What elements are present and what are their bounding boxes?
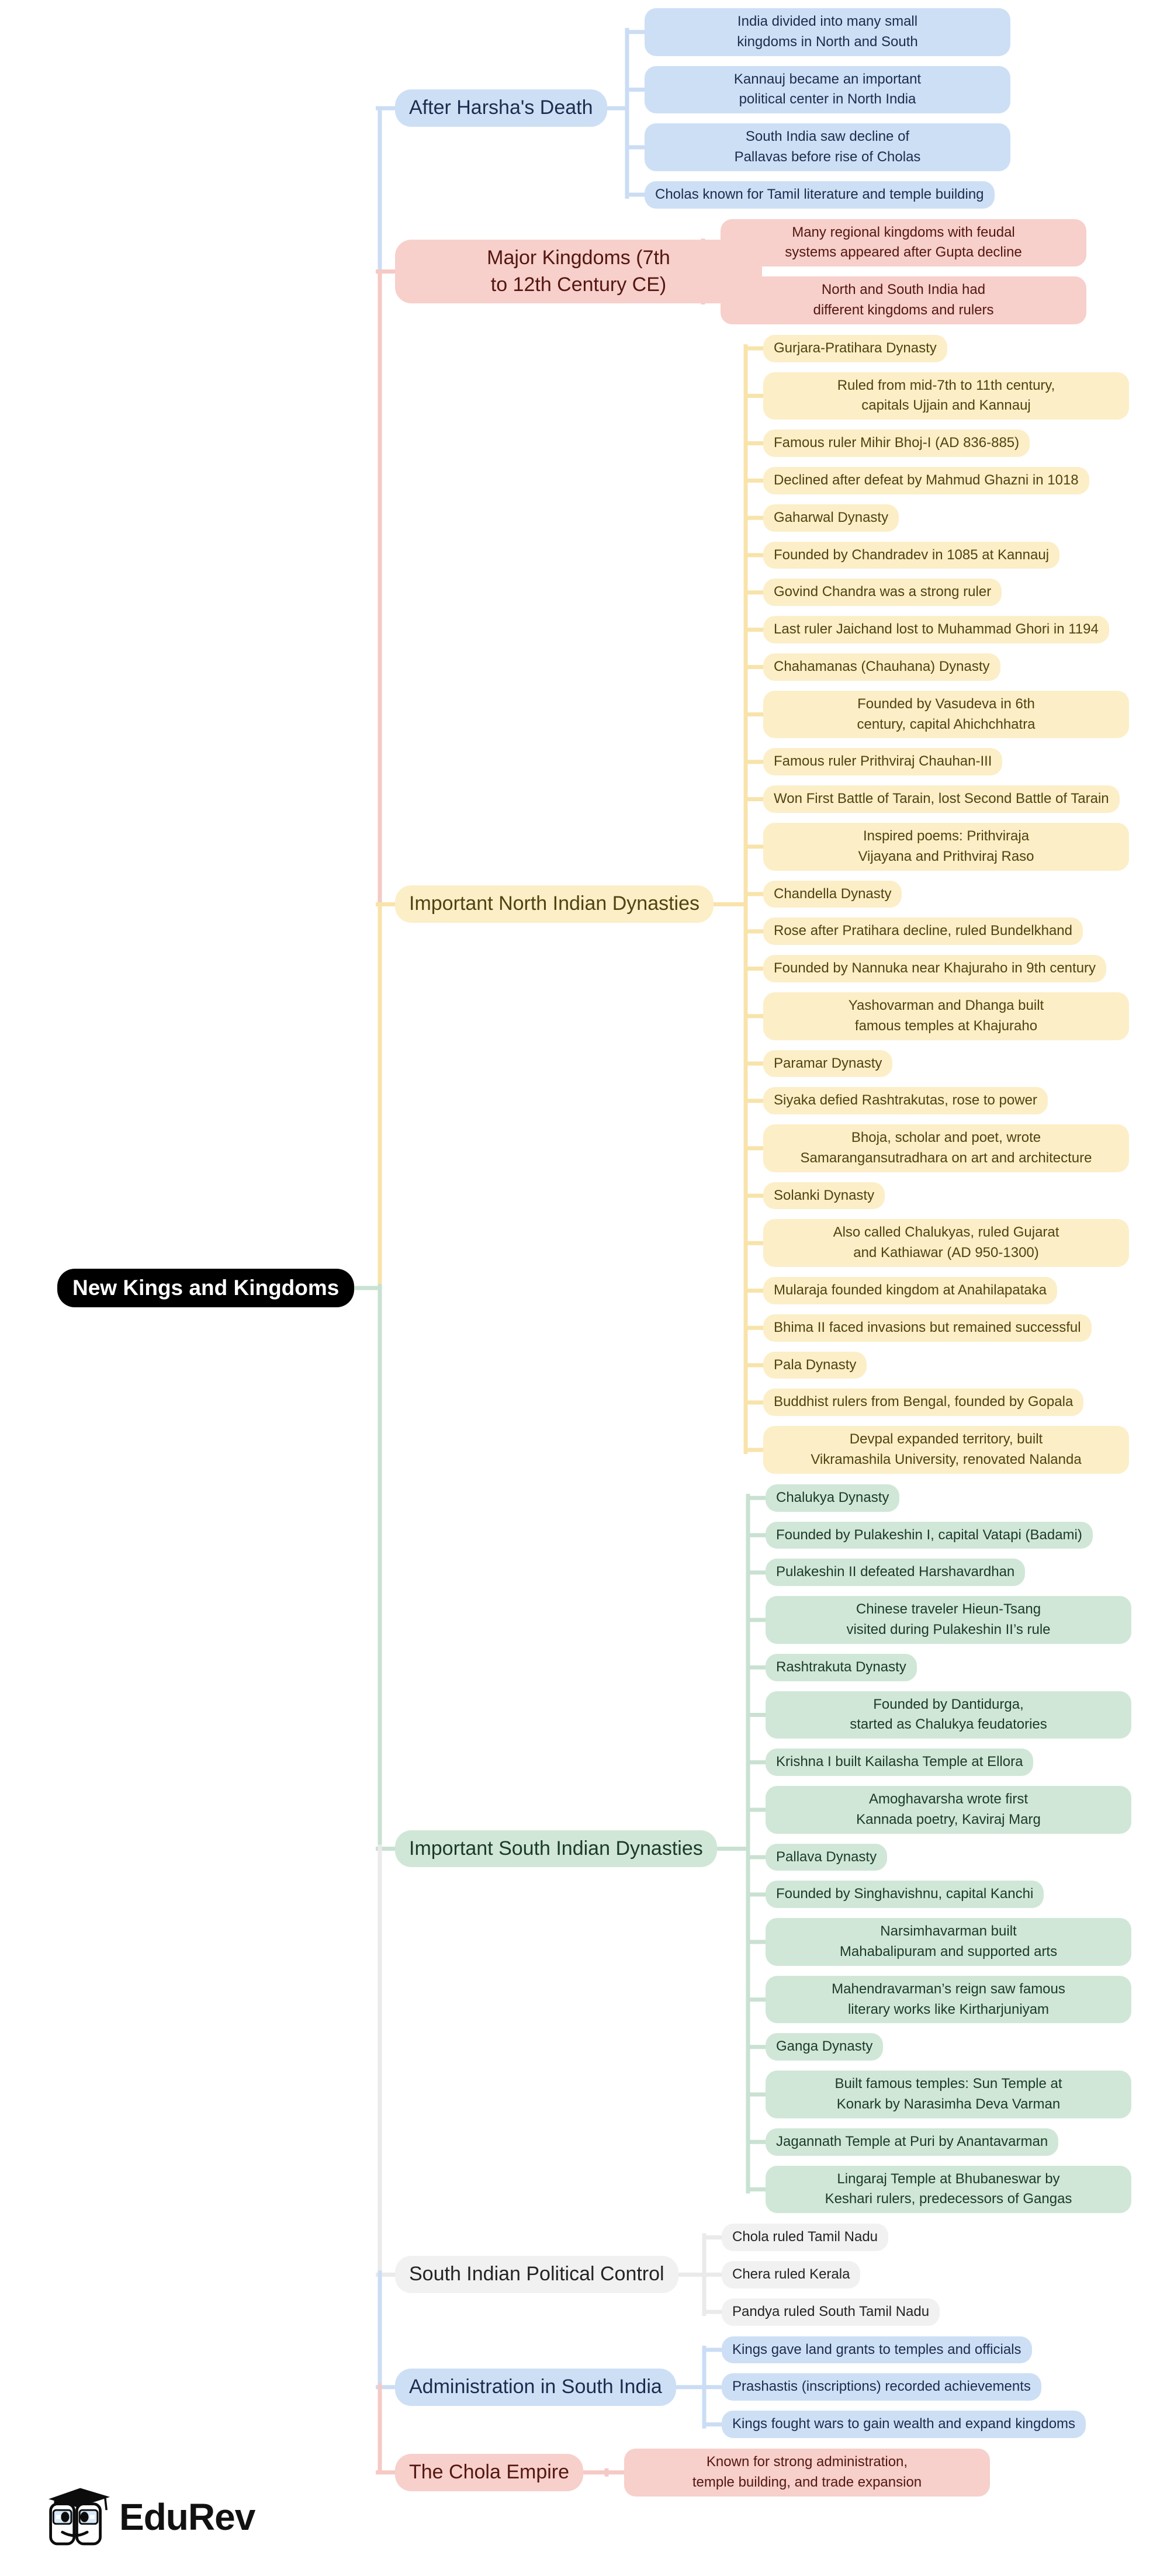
leaf-node: Cholas known for Tamil literature and temple building (645, 181, 995, 209)
leaf-node: Founded by Chandradev in 1085 at Kannauj (763, 542, 1059, 569)
leaf-node: Bhoja, scholar and poet, wrote Samarangansutradhara on art and architecture (763, 1124, 1129, 1172)
leaf-node: Inspired poems: Prithviraja Vijayana and Prithviraj Raso (763, 823, 1129, 871)
leaf-node: Bhima II faced invasions but remained successful (763, 1314, 1092, 1342)
branch-label: Important North Indian Dynasties (395, 885, 714, 923)
leaf-node: Yashovarman and Dhanga built famous temples at Khajuraho (763, 992, 1129, 1040)
leaf-node: Chahamanas (Chauhana) Dynasty (763, 653, 1000, 681)
branch-group (0, 2224, 1167, 2325)
leaf-node: Pulakeshin II defeated Harshavardhan (766, 1559, 1025, 1586)
leaf-node: South India saw decline of Pallavas before rise of Cholas (645, 123, 1010, 171)
branch-group (0, 2336, 1167, 2438)
edurev-logo-text: EduRev (119, 2496, 255, 2538)
leaf-node: Chola ruled Tamil Nadu (722, 2224, 888, 2251)
branch-label: After Harsha's Death (395, 89, 607, 127)
leaf-node: Krishna I built Kailasha Temple at Ellora (766, 1749, 1033, 1776)
leaf-node: Built famous temples: Sun Temple at Konark by Narasimha Deva Varman (766, 2071, 1131, 2118)
leaf-node: Kings fought wars to gain wealth and expand kingdoms (722, 2411, 1086, 2438)
leaf-node: Ruled from mid-7th to 11th century, capitals Ujjain and Kannauj (763, 372, 1129, 420)
leaf-node: Mularaja founded kingdom at Anahilapataka (763, 1277, 1057, 1304)
leaf-node: Chera ruled Kerala (722, 2261, 860, 2288)
leaf-node: Gaharwal Dynasty (763, 504, 899, 532)
leaf-node: Kannauj became an important political center in North India (645, 66, 1010, 114)
leaf-node: Lingaraj Temple at Bhubaneswar by Keshari rulers, predecessors of Gangas (766, 2166, 1131, 2214)
leaf-node: Famous ruler Mihir Bhoj-I (AD 836-885) (763, 430, 1030, 457)
leaf-node: Famous ruler Prithviraj Chauhan-III (763, 748, 1002, 775)
leaf-node: Known for strong administration, temple building, and trade expansion (624, 2449, 990, 2497)
leaf-node: Founded by Nannuka near Khajuraho in 9th century (763, 955, 1106, 982)
leaf-node: Jagannath Temple at Puri by Anantavarman (766, 2128, 1058, 2156)
leaf-node: Kings gave land grants to temples and officials (722, 2336, 1032, 2364)
leaf-node: India divided into many small kingdoms in North and South (645, 8, 1010, 56)
leaf-node: North and South India had different kingdoms and rulers (721, 276, 1086, 324)
leaf-node: Pala Dynasty (763, 1352, 867, 1379)
leaf-node: Buddhist rulers from Bengal, founded by Gopala (763, 1389, 1083, 1416)
leaf-node: Prashastis (inscriptions) recorded achievements (722, 2373, 1041, 2401)
leaf-list (722, 2224, 940, 2325)
central-topic-node: New Kings and Kingdoms (57, 1269, 354, 1307)
branch-label: South Indian Political Control (395, 2256, 678, 2293)
leaf-node: Narsimhavarman built Mahabalipuram and supported arts (766, 1918, 1131, 1966)
leaf-node: Devpal expanded territory, built Vikramashila University, renovated Nalanda (763, 1426, 1129, 1474)
edurev-mascot-icon (44, 2482, 113, 2551)
edurev-logo (44, 2482, 255, 2551)
leaf-node: Gurjara-Pratihara Dynasty (763, 335, 947, 362)
branch-label: Administration in South India (395, 2369, 676, 2406)
leaf-node: Founded by Dantidurga, started as Chalukya feudatories (766, 1691, 1131, 1739)
leaf-node: Siyaka defied Rashtrakutas, rose to power (763, 1087, 1048, 1114)
leaf-node: Ganga Dynasty (766, 2033, 883, 2061)
leaf-node: Pallava Dynasty (766, 1844, 887, 1871)
branch-label: Major Kingdoms (7th to 12th Century CE) (395, 240, 762, 304)
leaf-node: Declined after defeat by Mahmud Ghazni in 1018 (763, 467, 1089, 494)
branch-group (0, 8, 1167, 209)
leaf-node: Paramar Dynasty (763, 1050, 892, 1078)
leaf-node: Chandella Dynasty (763, 881, 902, 908)
leaf-list (766, 1484, 1131, 2213)
branch-label: Important South Indian Dynasties (395, 1830, 717, 1868)
leaf-list (722, 2336, 1086, 2438)
leaf-node: Solanki Dynasty (763, 1182, 885, 1210)
leaf-node: Govind Chandra was a strong ruler (763, 579, 1002, 606)
leaf-node: Rose after Pratihara decline, ruled Bundelkhand (763, 917, 1083, 945)
leaf-node: Many regional kingdoms with feudal systems appeared after Gupta decline (721, 219, 1086, 267)
branch-label: The Chola Empire (395, 2454, 583, 2491)
branch-group (0, 219, 1167, 324)
leaf-node: Won First Battle of Tarain, lost Second Battle of Tarain (763, 785, 1120, 813)
leaf-node: Chinese traveler Hieun-Tsang visited during Pulakeshin II’s rule (766, 1596, 1131, 1644)
branch-group (0, 1484, 1167, 2213)
leaf-list (763, 335, 1129, 1474)
leaf-node: Founded by Singhavishnu, capital Kanchi (766, 1881, 1044, 1908)
leaf-node: Amoghavarsha wrote first Kannada poetry, Kaviraj Marg (766, 1786, 1131, 1834)
leaf-node: Last ruler Jaichand lost to Muhammad Ghori in 1194 (763, 616, 1109, 643)
leaf-list (624, 2449, 990, 2497)
leaf-node: Founded by Vasudeva in 6th century, capital Ahichchhatra (763, 691, 1129, 739)
leaf-node: Pandya ruled South Tamil Nadu (722, 2298, 940, 2326)
leaf-node: Founded by Pulakeshin I, capital Vatapi (Badami) (766, 1522, 1093, 1549)
leaf-list (645, 8, 1010, 209)
leaf-node: Rashtrakuta Dynasty (766, 1654, 917, 1681)
leaf-node: Also called Chalukyas, ruled Gujarat and Kathiawar (AD 950-1300) (763, 1219, 1129, 1267)
leaf-node: Mahendravarman’s reign saw famous literary works like Kirtharjuniyam (766, 1976, 1131, 2024)
leaf-node: Chalukya Dynasty (766, 1484, 899, 1512)
leaf-list (721, 219, 1086, 324)
